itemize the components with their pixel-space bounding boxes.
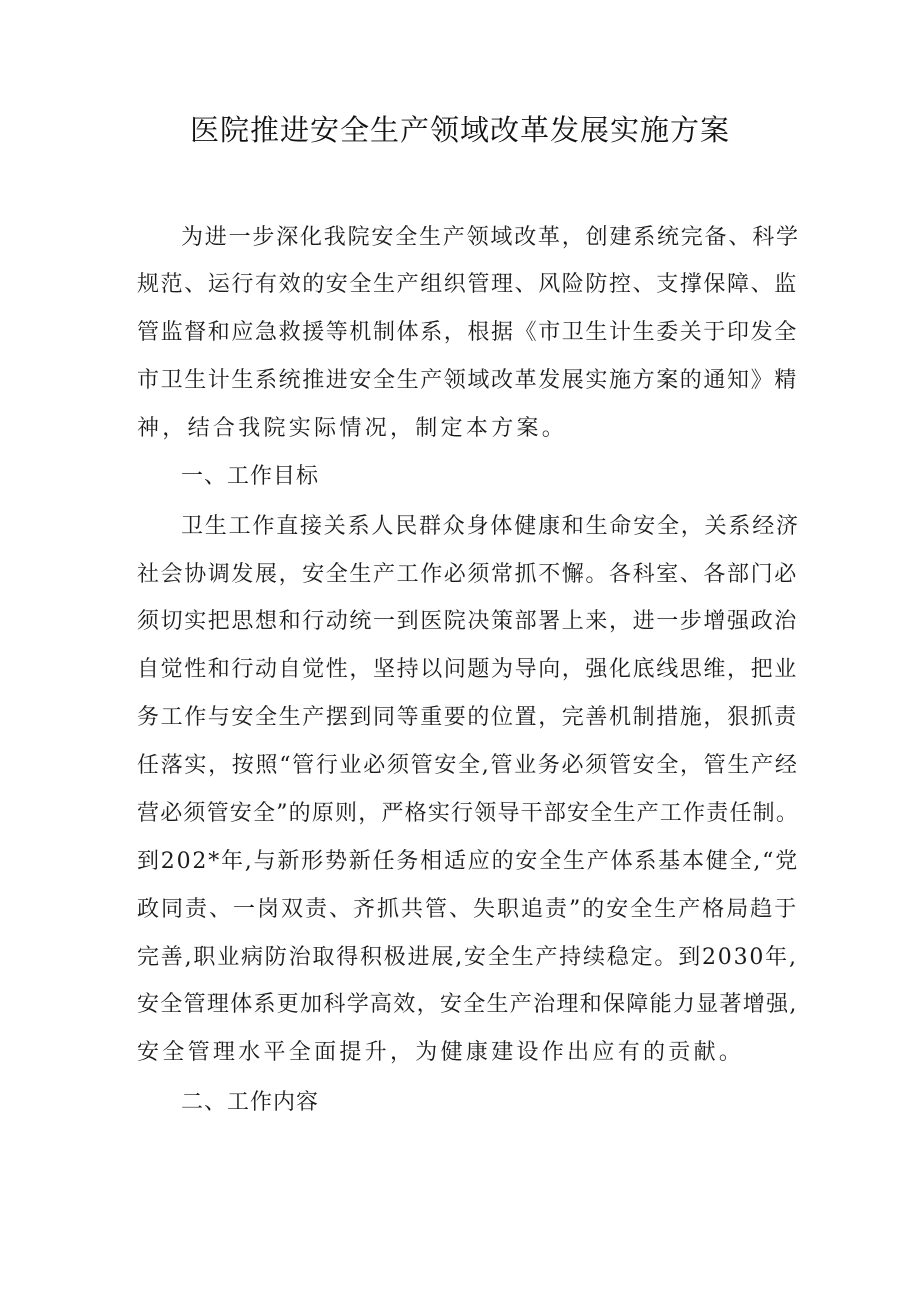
- body-line: 安全管理体系更加科学高效，安全生产治理和保障能力显著增强,: [137, 992, 798, 1017]
- intro-line: 神，结合我院实际情况，制定本方案。: [137, 416, 568, 441]
- intro-line: 管监督和应急救援等机制体系，根据《市卫生计生委关于印发全: [137, 320, 798, 345]
- body-line: 任落实，按照“管行业必须管安全,管业务必须管安全，管生产经: [137, 753, 799, 778]
- document-title: 医院推进安全生产领域改革发展实施方案: [189, 113, 730, 147]
- body-line: 务工作与安全生产摆到同等重要的位置，完善机制措施，狠抓责: [137, 705, 798, 730]
- intro-line: 市卫生计生系统推进安全生产领域改革发展实施方案的通知》精: [137, 368, 798, 393]
- section-heading-content: 二、工作内容: [181, 1090, 320, 1115]
- body-line: 完善,职业病防治取得积极进展,安全生产持续稳定。到2030年,: [137, 945, 798, 970]
- body-line: 安全管理水平全面提升，为健康建设作出应有的贡献。: [137, 1040, 745, 1065]
- body-line: 须切实把思想和行动统一到医院决策部署上来，进一步增强政治: [137, 609, 798, 634]
- body-line: 自觉性和行动自觉性，坚持以问题为导向，强化底线思维，把业: [137, 657, 798, 682]
- intro-line: 为进一步深化我院安全生产领域改革，创建系统完备、科学: [181, 225, 800, 250]
- body-line: 到202*年,与新形势新任务相适应的安全生产体系基本健全,“党: [137, 849, 800, 874]
- body-line: 政同责、一岗双责、齐抓共管、失职追责”的安全生产格局趋于: [137, 897, 799, 922]
- body-line: 社会协调发展，安全生产工作必须常抓不懈。各科室、各部门必: [137, 562, 798, 587]
- section-heading-goals: 一、工作目标: [181, 464, 320, 489]
- body-line: 营必须管安全”的原则，严格实行领导干部安全生产工作责任制。: [137, 801, 800, 826]
- intro-line: 规范、运行有效的安全生产组织管理、风险防控、支撑保障、监: [137, 272, 798, 297]
- body-line: 卫生工作直接关系人民群众身体健康和生命安全，关系经济: [181, 514, 800, 539]
